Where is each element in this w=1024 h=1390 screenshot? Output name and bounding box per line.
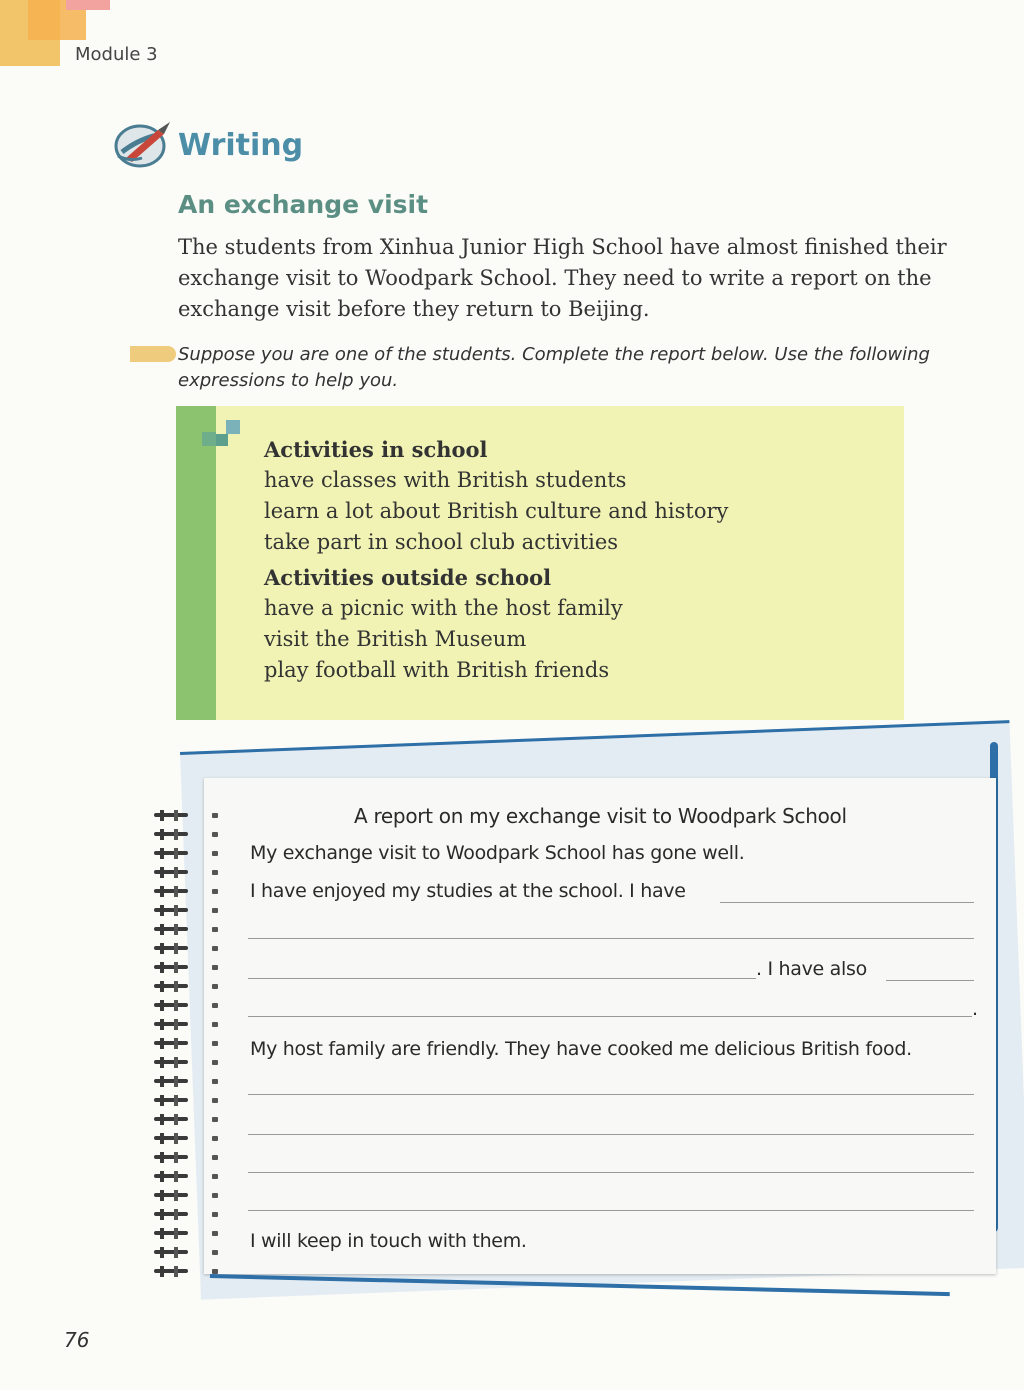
expression-item: have a picnic with the host family	[264, 596, 623, 620]
expressions-list	[264, 434, 728, 686]
report-line: . I have also	[756, 958, 867, 980]
answer-blank[interactable]	[248, 1016, 972, 1017]
expression-item: learn a lot about British culture and history	[264, 499, 729, 523]
expression-item: have classes with British students	[264, 468, 627, 492]
intro-line: exchange visit to Woodpark School. They need to write a report on the	[178, 266, 932, 290]
spiral-binding	[154, 810, 214, 1290]
expressions-box	[176, 406, 904, 720]
answer-blank[interactable]	[886, 980, 974, 981]
answer-blank[interactable]	[248, 1134, 974, 1135]
box-stripe	[176, 406, 216, 720]
report-line: My exchange visit to Woodpark School has gone well.	[250, 842, 745, 864]
expression-item: visit the British Museum	[264, 627, 527, 651]
report-period: .	[972, 998, 978, 1020]
page-number: 76	[64, 1328, 90, 1352]
intro-line: The students from Xinhua Junior High School have almost finished their	[178, 235, 947, 259]
instruction-line: Suppose you are one of the students. Complete the report below. Use the following	[178, 344, 930, 365]
report-notebook	[150, 736, 1024, 1316]
answer-blank[interactable]	[248, 978, 756, 979]
report-title: A report on my exchange visit to Woodpark School	[354, 804, 847, 828]
answer-blank[interactable]	[720, 902, 974, 903]
report-closing: I will keep in touch with them.	[250, 1230, 527, 1252]
expression-item: take part in school club activities	[264, 530, 619, 554]
answer-blank[interactable]	[248, 1172, 974, 1173]
section-title: An exchange visit	[178, 190, 429, 219]
intro-paragraph	[178, 232, 1008, 325]
instruction-marker	[130, 346, 176, 362]
report-line: I have enjoyed my studies at the school. I have	[250, 880, 686, 902]
box-decoration	[202, 432, 216, 446]
answer-blank[interactable]	[248, 1094, 974, 1095]
section-heading: Writing	[178, 128, 304, 163]
instruction-text	[178, 342, 1008, 394]
pen-icon	[112, 118, 174, 170]
in-school-heading: Activities in school	[264, 437, 488, 462]
expression-item: play football with British friends	[264, 658, 610, 682]
outside-school-heading: Activities outside school	[264, 565, 552, 590]
report-line: My host family are friendly. They have cooked me delicious British food.	[250, 1038, 912, 1060]
module-label: Module 3	[75, 44, 158, 65]
answer-blank[interactable]	[248, 1210, 974, 1211]
instruction-line: expressions to help you.	[178, 370, 399, 391]
answer-blank[interactable]	[248, 938, 974, 939]
intro-line: exchange visit before they return to Beijing.	[178, 297, 650, 321]
